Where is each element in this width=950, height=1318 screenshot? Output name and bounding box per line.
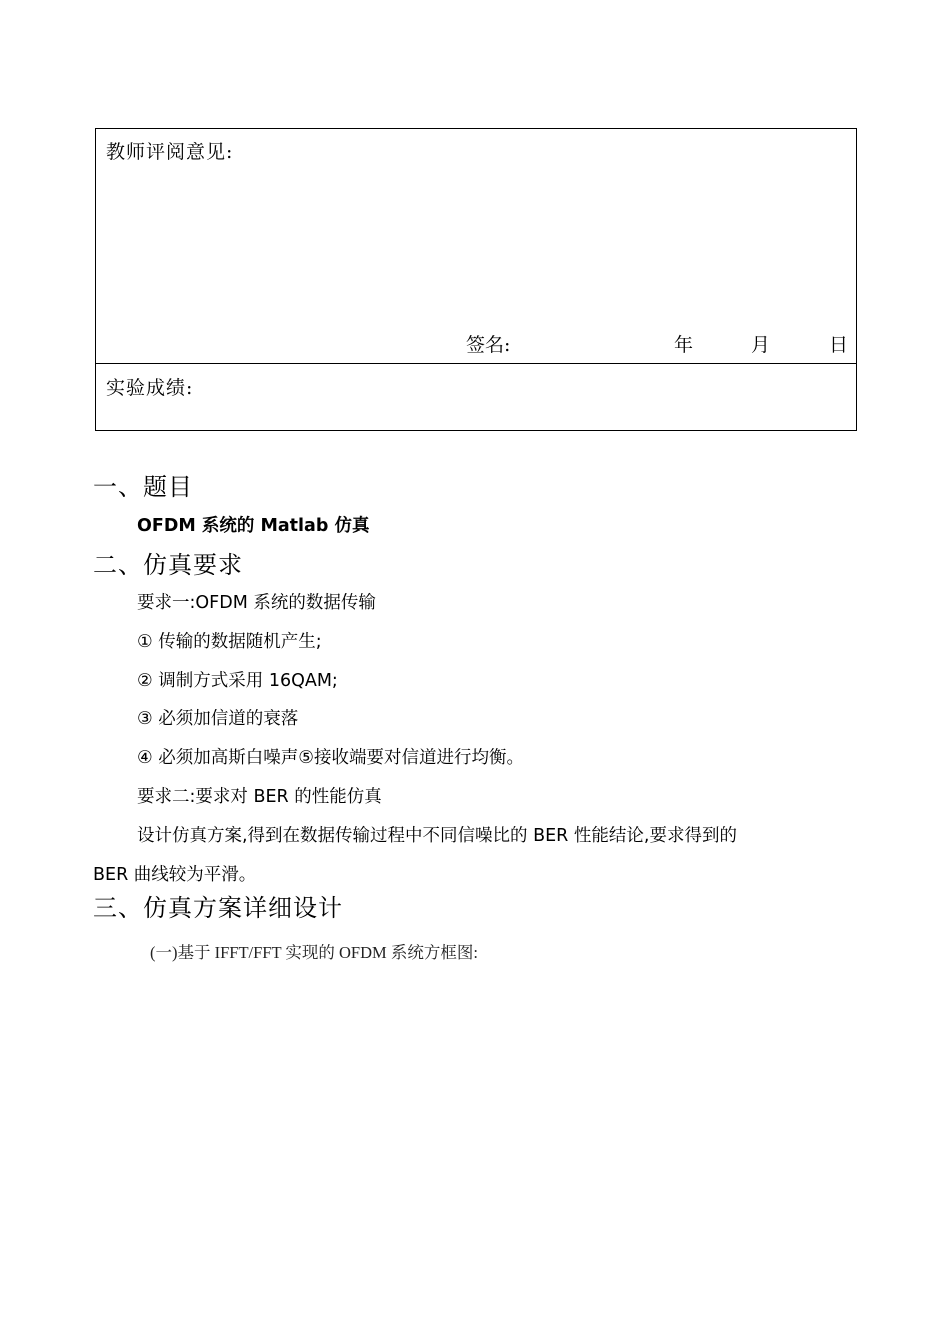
requirement-item-3: ③ 必须加信道的衰落 (137, 709, 299, 729)
paragraph-line-2: BER 曲线较为平滑。 (93, 865, 257, 885)
section-3-subheading: (一)基于 IFFT/FFT 实现的 OFDM 系统方框图: (150, 943, 478, 962)
section-1-heading: 一、题目 (93, 473, 193, 501)
day-label: 日 (829, 334, 849, 356)
review-table (95, 128, 857, 431)
requirement-item-2: ② 调制方式采用 16QAM; (137, 671, 338, 691)
requirement-2: 要求二:要求对 BER 的性能仿真 (137, 787, 382, 807)
section-2-heading: 二、仿真要求 (93, 551, 243, 579)
signature-label: 签名: (466, 334, 511, 356)
requirement-1: 要求一:OFDM 系统的数据传输 (137, 593, 376, 613)
topic-text: OFDM 系统的 Matlab 仿真 (137, 516, 370, 536)
requirement-item-1: ① 传输的数据随机产生; (137, 632, 322, 652)
score-label: 实验成绩: (106, 377, 194, 399)
section-3-heading: 三、仿真方案详细设计 (93, 894, 343, 922)
section-1-topic (137, 512, 369, 537)
requirement-item-4: ④ 必须加高斯白噪声⑤接收端要对信道进行均衡。 (137, 748, 524, 768)
month-label: 月 (751, 334, 771, 356)
year-label: 年 (674, 334, 694, 356)
teacher-comment-cell (96, 129, 856, 364)
paragraph-line-1: 设计仿真方案,得到在数据传输过程中不同信噪比的 BER 性能结论,要求得到的 (137, 826, 737, 846)
teacher-comment-label: 教师评阅意见: (106, 141, 234, 163)
